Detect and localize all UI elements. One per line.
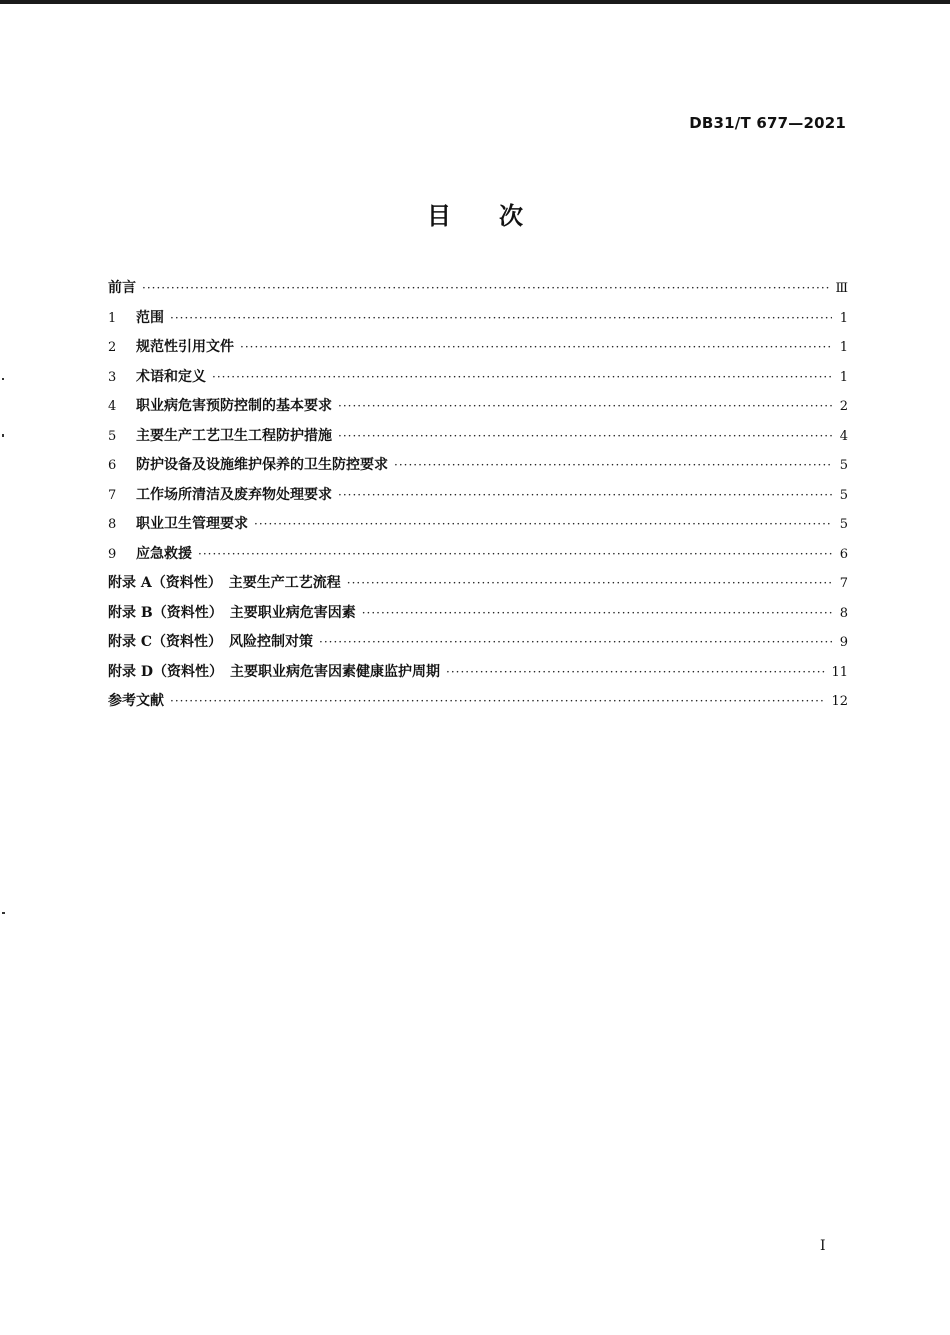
toc-entry-page: 5 bbox=[839, 517, 848, 532]
toc-entry-page: 4 bbox=[839, 428, 848, 444]
toc-entry-number: 9 bbox=[108, 546, 117, 562]
toc-leader-dots bbox=[170, 687, 825, 717]
toc-entry-6[interactable] bbox=[108, 451, 848, 481]
toc-entry-annex-a[interactable] bbox=[108, 569, 848, 599]
toc-entry-page: 12 bbox=[831, 694, 848, 709]
toc-entry-page: 5 bbox=[839, 487, 848, 503]
toc-entry-number: 2 bbox=[108, 340, 117, 355]
toc-leader-dots bbox=[338, 422, 832, 452]
toc-leader-dots bbox=[254, 510, 832, 540]
toc-entry-label: 应急救援 bbox=[136, 545, 192, 562]
toc-entry-number: 7 bbox=[108, 487, 117, 503]
toc-leader-dots bbox=[347, 569, 832, 599]
toc-leader-dots bbox=[446, 658, 825, 688]
toc-entry-label: 附录 B（资料性） 主要职业病危害因素 bbox=[108, 604, 356, 621]
toc-entry-label: 附录 D（资料性） 主要职业病危害因素健康监护周期 bbox=[108, 663, 441, 680]
toc-leader-dots bbox=[212, 363, 832, 393]
table-of-contents bbox=[108, 274, 848, 717]
toc-leader-dots bbox=[240, 333, 832, 363]
toc-leader-dots bbox=[338, 481, 832, 511]
toc-leader-dots bbox=[198, 540, 832, 570]
toc-entry-page: Ⅲ bbox=[835, 281, 848, 296]
toc-leader-dots bbox=[362, 599, 832, 629]
toc-entry-number: 3 bbox=[108, 369, 117, 385]
toc-heading bbox=[0, 196, 950, 231]
toc-entry-label: 术语和定义 bbox=[136, 368, 206, 385]
toc-entry-label: 范围 bbox=[136, 309, 164, 326]
toc-entry-page: 1 bbox=[839, 369, 848, 385]
toc-entry-page: 8 bbox=[839, 605, 848, 621]
toc-entry-page: 2 bbox=[839, 399, 848, 414]
toc-entry-9[interactable] bbox=[108, 540, 848, 570]
scan-mark bbox=[2, 434, 4, 437]
toc-entry-page: 7 bbox=[839, 576, 848, 591]
toc-entry-label: 工作场所清洁及废弃物处理要求 bbox=[136, 486, 332, 503]
toc-entry-label: 前言 bbox=[108, 280, 136, 296]
toc-entry-page: 1 bbox=[839, 310, 848, 326]
page-number: I bbox=[820, 1238, 826, 1254]
toc-entry-label: 附录 C（资料性） 风险控制对策 bbox=[108, 634, 314, 650]
toc-entry-number: 4 bbox=[108, 399, 117, 414]
toc-entry-page: 9 bbox=[839, 635, 848, 650]
toc-entry-number: 5 bbox=[108, 428, 117, 444]
toc-entry-references[interactable] bbox=[108, 687, 848, 717]
toc-entry-8[interactable] bbox=[108, 510, 848, 540]
toc-entry-label: 规范性引用文件 bbox=[136, 339, 234, 355]
toc-entry-label: 附录 A（资料性） 主要生产工艺流程 bbox=[108, 575, 341, 591]
toc-leader-dots bbox=[338, 392, 832, 422]
toc-entry-number: 1 bbox=[108, 310, 117, 326]
toc-entry-annex-b[interactable] bbox=[108, 599, 848, 629]
toc-leader-dots bbox=[170, 304, 832, 334]
toc-entry-label: 防护设备及设施维护保养的卫生防控要求 bbox=[136, 457, 388, 473]
top-border-rule bbox=[0, 0, 950, 4]
toc-entry-page: 1 bbox=[839, 340, 848, 355]
toc-entry-label: 职业卫生管理要求 bbox=[136, 516, 248, 532]
toc-entry-page: 6 bbox=[839, 546, 848, 562]
toc-entry-2[interactable] bbox=[108, 333, 848, 363]
toc-entry-label: 参考文献 bbox=[108, 693, 164, 709]
toc-entry-number: 8 bbox=[108, 517, 117, 532]
toc-entry-page: 11 bbox=[831, 664, 848, 680]
toc-entry-label: 主要生产工艺卫生工程防护措施 bbox=[136, 427, 332, 444]
toc-entry-foreword[interactable] bbox=[108, 274, 848, 304]
toc-leader-dots bbox=[319, 628, 832, 658]
toc-heading-char: 次 bbox=[499, 202, 523, 230]
toc-heading-char: 目 bbox=[427, 202, 451, 230]
toc-leader-dots bbox=[394, 451, 832, 481]
document-number: DB31/T 677—2021 bbox=[689, 114, 846, 132]
toc-entry-label: 职业病危害预防控制的基本要求 bbox=[136, 398, 332, 414]
toc-entry-annex-c[interactable] bbox=[108, 628, 848, 658]
toc-entry-3[interactable] bbox=[108, 363, 848, 393]
toc-entry-page: 5 bbox=[839, 458, 848, 473]
toc-entry-4[interactable] bbox=[108, 392, 848, 422]
toc-entry-number: 6 bbox=[108, 458, 117, 473]
toc-entry-7[interactable] bbox=[108, 481, 848, 511]
scan-mark bbox=[2, 378, 4, 380]
toc-entry-annex-d[interactable] bbox=[108, 658, 848, 688]
toc-entry-5[interactable] bbox=[108, 422, 848, 452]
scan-mark bbox=[2, 912, 5, 914]
toc-leader-dots bbox=[142, 274, 829, 304]
toc-entry-1[interactable] bbox=[108, 304, 848, 334]
